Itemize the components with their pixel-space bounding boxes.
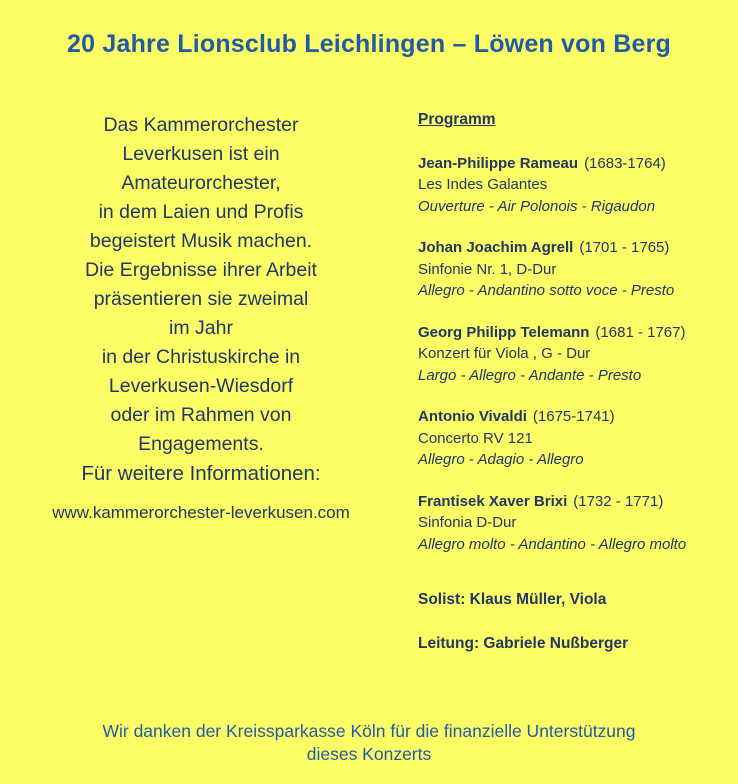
work-title: Sinfonia D-Dur — [418, 514, 517, 531]
composer-line — [418, 153, 720, 175]
program-heading: Programm — [418, 111, 496, 128]
composer-name: Georg Philipp Telemann — [418, 323, 590, 341]
program-section — [380, 59, 720, 654]
work-movements: Largo - Allegro - Andante - Presto — [418, 366, 642, 384]
composer-dates: (1683-1764) — [584, 154, 666, 172]
program-entry — [418, 322, 720, 387]
page-title: 20 Jahre Lionsclub Leichlingen – Löwen von Berg — [67, 30, 671, 58]
about-paragraph: Das Kammerorchester Leverkusen ist ein Amateurorchester, — [103, 114, 299, 194]
work-movements: Allegro - Andantino sotto voce - Presto — [418, 282, 675, 299]
about-paragraph: oder im Rahmen von Engagements. — [110, 404, 292, 455]
work-movements: Allegro molto - Andantino - Allegro molto — [418, 535, 687, 553]
composer-line — [418, 406, 720, 428]
footer-acknowledgement: Wir danken der Kreissparkasse Köln für die finanzielle Unterstützung dieses Konzerts — [102, 721, 636, 764]
work-movements: Ouverture - Air Polonois - Rigaudon — [418, 197, 656, 215]
composer-dates: (1681 - 1767) — [595, 323, 686, 341]
work-title: Concerto RV 121 — [418, 429, 533, 447]
about-paragraph: Die Ergebnisse ihrer Arbeit präsentieren sie zweimal — [85, 259, 317, 310]
composer-line — [418, 322, 720, 344]
composer-name: Antonio Vivaldi — [418, 408, 527, 425]
about-paragraph: in dem Laien und Profis begeistert Musik machen. — [89, 201, 313, 252]
website-link[interactable]: www.kammerorchester-leverkusen.com — [52, 503, 350, 522]
work-movements: Allegro - Adagio - Allegro — [418, 451, 584, 468]
composer-name: Jean-Philippe Rameau — [418, 154, 579, 172]
program-entry — [418, 491, 720, 556]
about-paragraph: im Jahr — [169, 317, 233, 339]
work-title: Sinfonie Nr. 1, D-Dur — [418, 260, 557, 278]
composer-name: Johan Joachim Agrell — [418, 239, 574, 256]
content-columns — [0, 59, 738, 654]
program-entry — [418, 153, 720, 218]
work-title: Konzert für Viola , G - Dur — [418, 345, 591, 362]
composer-name: Frantisek Xaver Brixi — [418, 492, 568, 510]
composer-dates: (1675-1741) — [532, 408, 615, 425]
composer-line — [418, 237, 720, 259]
composer-dates: (1701 - 1765) — [579, 239, 670, 256]
info-label: Für weitere Informationen: — [81, 462, 321, 485]
about-paragraph: in der Christuskirche in Leverkusen-Wiesdorf — [101, 346, 301, 397]
soloist-line: Solist: Klaus Müller, Viola — [418, 591, 607, 608]
work-title: Les Indes Galantes — [418, 176, 548, 193]
about-section — [22, 59, 380, 654]
program-entry — [418, 237, 720, 302]
composer-dates: (1732 - 1771) — [573, 492, 664, 510]
conductor-line: Leitung: Gabriele Nußberger — [418, 634, 629, 652]
composer-line — [418, 491, 720, 513]
program-entry — [418, 406, 720, 471]
